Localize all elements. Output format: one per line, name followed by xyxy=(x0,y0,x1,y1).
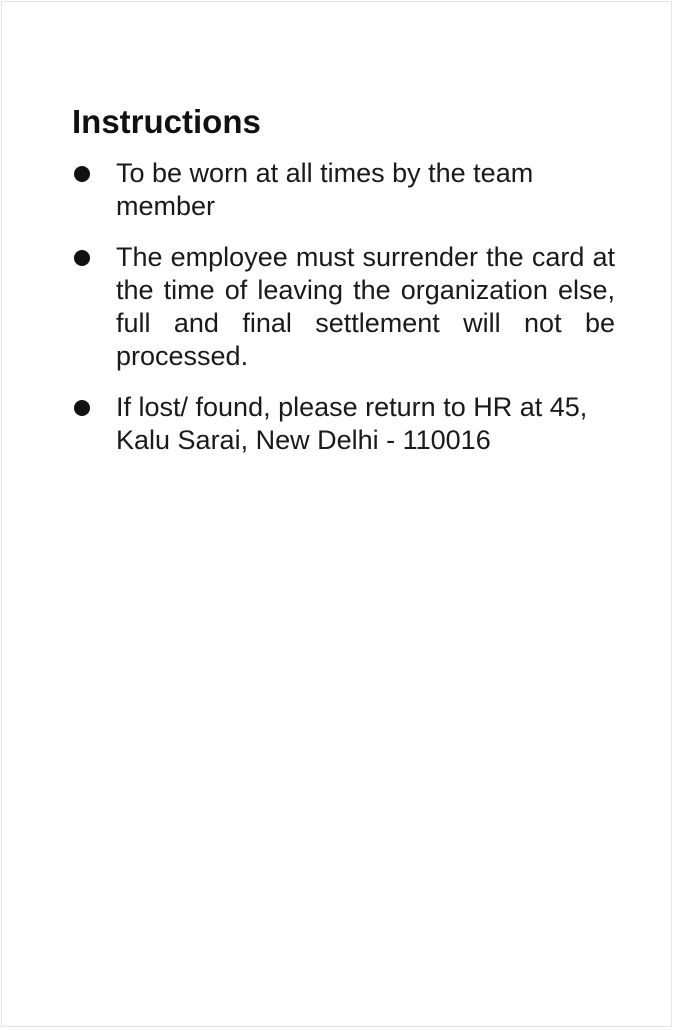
bullet-icon xyxy=(74,400,90,416)
instructions-heading: Instructions xyxy=(72,103,261,140)
bullet-icon xyxy=(74,250,90,266)
bullet-icon xyxy=(74,166,90,182)
id-card-back xyxy=(1,1,672,1027)
instruction-text: The employee must surrender the card at the time of leaving the organization else, full and final settlement will not be processed. xyxy=(116,242,615,371)
instruction-item xyxy=(72,391,615,457)
instruction-item xyxy=(72,157,615,223)
instruction-text: If lost/ found, please return to HR at 45, Kalu Sarai, New Delhi - 110016 xyxy=(116,392,588,455)
instructions-list xyxy=(72,157,615,475)
instruction-text: To be worn at all times by the team member xyxy=(116,158,534,221)
instruction-item xyxy=(72,241,615,373)
